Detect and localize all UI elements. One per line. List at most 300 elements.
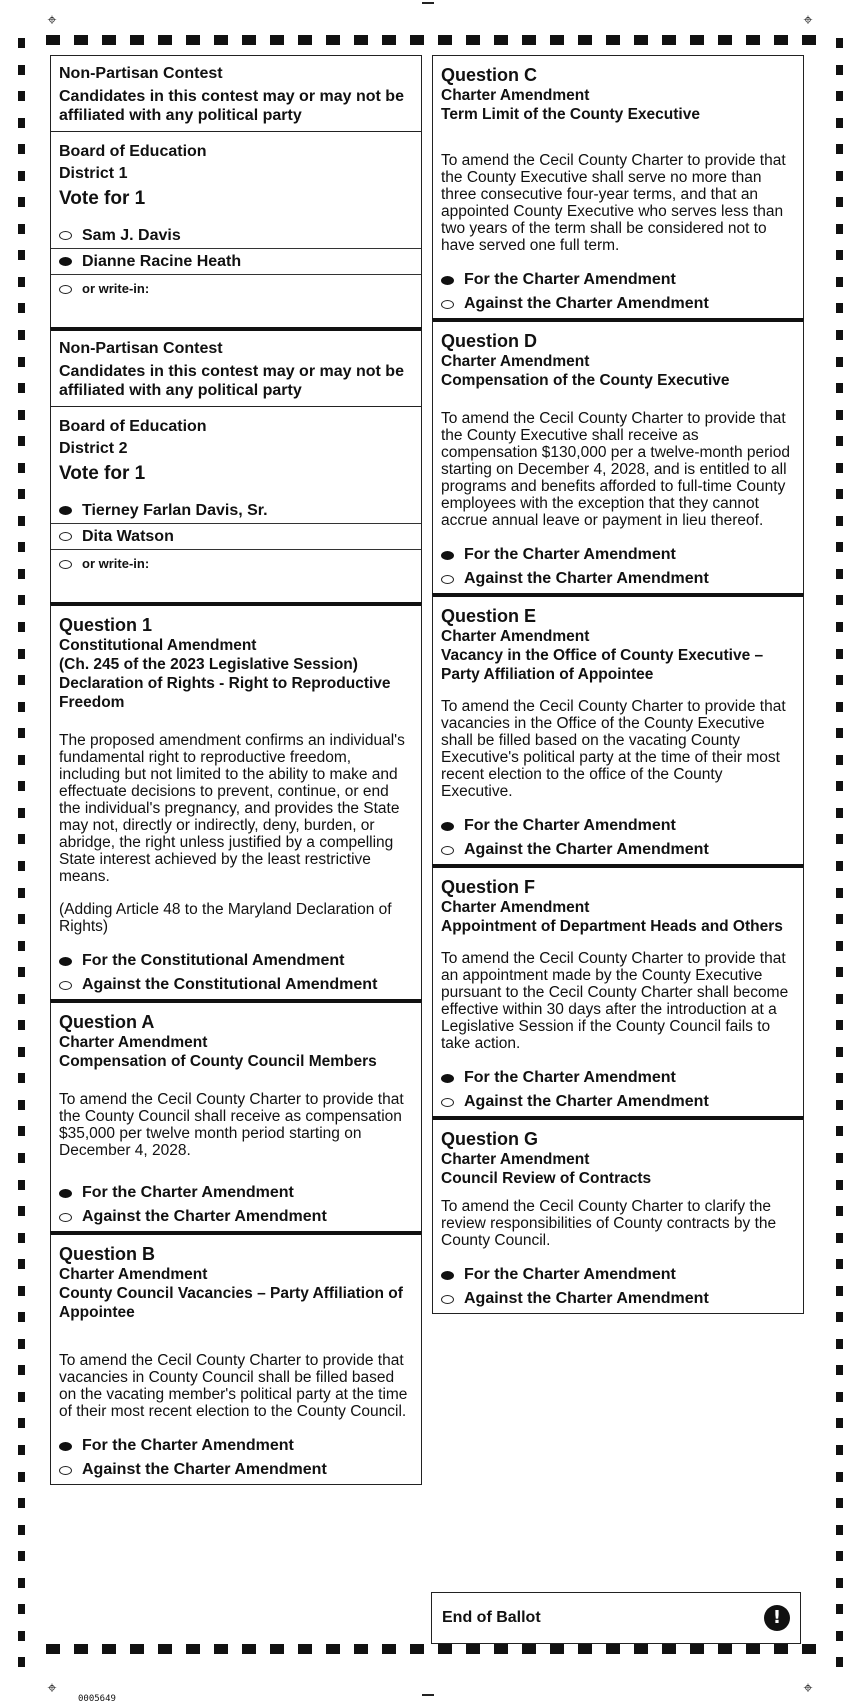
choice-label: For the Charter Amendment — [464, 1069, 676, 1086]
timing-mark — [130, 1644, 144, 1654]
question-title: Question F — [441, 877, 535, 897]
timing-mark — [18, 834, 25, 844]
timing-mark — [836, 38, 843, 48]
timing-mark — [836, 1498, 843, 1508]
question-text: To amend the Cecil County Charter to provide that vacancies in the Office of the County Executive shall be filled based on the vacating County Executive's political party at the time of their most recent election to the office of the County Executive. — [441, 698, 786, 800]
timing-mark — [18, 861, 25, 871]
timing-marks-top — [46, 35, 816, 45]
choice-label: For the Charter Amendment — [82, 1437, 294, 1454]
timing-mark — [18, 38, 25, 48]
timing-mark — [354, 35, 368, 45]
filled-oval-icon[interactable] — [59, 257, 72, 266]
timing-mark — [102, 35, 116, 45]
timing-mark — [836, 1472, 843, 1482]
timing-mark — [242, 1644, 256, 1654]
timing-mark — [836, 1206, 843, 1216]
timing-mark — [18, 1445, 25, 1455]
timing-mark — [836, 649, 843, 659]
timing-mark — [836, 65, 843, 75]
registration-crosshair-icon: ⌖ — [803, 10, 813, 29]
timing-mark — [74, 1644, 88, 1654]
question-c — [432, 55, 804, 318]
contest-type: Non-Partisan Contest — [59, 65, 223, 82]
question-subject: Council Review of Contracts — [441, 1170, 652, 1187]
timing-mark — [836, 595, 843, 605]
timing-mark — [836, 1153, 843, 1163]
timing-mark — [18, 1233, 25, 1243]
choice-for[interactable] — [441, 1066, 795, 1090]
timing-mark — [836, 728, 843, 738]
filled-oval-icon[interactable] — [441, 551, 454, 560]
question-title: Question A — [59, 1012, 155, 1032]
timing-mark — [18, 65, 25, 75]
office-title: Board of Education — [59, 143, 207, 160]
timing-mark — [326, 1644, 340, 1654]
choice-against[interactable] — [441, 1090, 795, 1114]
question-note: (Adding Article 48 to the Maryland Declaration of Rights) — [59, 901, 392, 935]
timing-mark — [634, 1644, 648, 1654]
question-text: To amend the Cecil County Charter to provide that the County Council shall receive as compensation $35,000 per twelve month period starting on December 4, 2028. — [59, 1091, 404, 1159]
timing-mark — [606, 1644, 620, 1654]
oval-icon[interactable] — [59, 285, 72, 294]
filled-oval-icon[interactable] — [441, 1074, 454, 1083]
timing-mark — [438, 1644, 452, 1654]
timing-mark — [438, 35, 452, 45]
center-tick — [422, 2, 434, 4]
contest-board-of-education-district-2 — [50, 327, 422, 602]
timing-mark — [18, 1286, 25, 1296]
timing-mark — [550, 35, 564, 45]
choice-for[interactable] — [441, 1263, 795, 1287]
timing-mark — [836, 463, 843, 473]
timing-mark — [836, 941, 843, 951]
timing-mark — [836, 569, 843, 579]
oval-icon[interactable] — [59, 231, 72, 240]
timing-mark — [836, 1604, 843, 1614]
registration-crosshair-icon: ⌖ — [803, 1678, 813, 1697]
center-tick — [422, 1694, 434, 1696]
question-1 — [50, 602, 422, 999]
question-d — [432, 318, 804, 593]
question-g — [432, 1116, 804, 1314]
timing-mark — [18, 569, 25, 579]
timing-mark — [18, 1206, 25, 1216]
timing-mark — [578, 1644, 592, 1654]
question-f — [432, 864, 804, 1116]
choice-against[interactable] — [441, 292, 795, 316]
timing-mark — [836, 1286, 843, 1296]
timing-mark — [18, 436, 25, 446]
timing-mark — [18, 144, 25, 154]
timing-mark — [836, 1100, 843, 1110]
timing-mark — [18, 622, 25, 632]
timing-marks-left — [18, 38, 25, 1668]
timing-mark — [18, 1020, 25, 1030]
question-session: (Ch. 245 of the 2023 Legislative Session) — [59, 656, 358, 673]
timing-mark — [214, 1644, 228, 1654]
timing-mark — [836, 1180, 843, 1190]
ballot-id: 0005649 — [78, 1694, 116, 1704]
oval-icon[interactable] — [59, 981, 72, 990]
end-of-ballot-label: End of Ballot — [442, 1609, 541, 1626]
choice-against[interactable] — [59, 1205, 413, 1229]
question-subject: Vacancy in the Office of County Executive – Party Affiliation of Appointee — [441, 647, 764, 683]
candidate-option[interactable] — [51, 223, 421, 248]
timing-mark — [836, 755, 843, 765]
timing-mark — [836, 197, 843, 207]
timing-mark — [836, 383, 843, 393]
timing-mark — [578, 35, 592, 45]
filled-oval-icon[interactable] — [441, 1271, 454, 1280]
timing-mark — [18, 1578, 25, 1588]
timing-mark — [836, 277, 843, 287]
timing-mark — [18, 755, 25, 765]
choice-for[interactable] — [59, 949, 413, 973]
timing-mark — [18, 994, 25, 1004]
timing-mark — [18, 781, 25, 791]
registration-crosshair-icon: ⌖ — [47, 10, 57, 29]
choice-for[interactable] — [441, 814, 795, 838]
oval-icon[interactable] — [441, 1098, 454, 1107]
timing-mark — [18, 1472, 25, 1482]
timing-mark — [774, 1644, 788, 1654]
question-title: Question D — [441, 331, 538, 351]
choice-label: Against the Charter Amendment — [464, 841, 709, 858]
timing-mark — [18, 914, 25, 924]
timing-mark — [836, 861, 843, 871]
timing-mark — [836, 702, 843, 712]
timing-mark — [746, 1644, 760, 1654]
timing-mark — [18, 250, 25, 260]
timing-mark — [836, 967, 843, 977]
timing-mark — [18, 463, 25, 473]
exclamation-icon: ! — [764, 1605, 790, 1631]
timing-mark — [836, 171, 843, 181]
vote-for-label: Vote for 1 — [59, 463, 146, 484]
timing-mark — [662, 35, 676, 45]
timing-mark — [18, 224, 25, 234]
timing-mark — [18, 91, 25, 101]
timing-mark — [836, 118, 843, 128]
write-in-label: or write-in: — [82, 281, 150, 296]
timing-marks-right — [836, 38, 843, 1668]
timing-mark — [298, 35, 312, 45]
timing-mark — [410, 1644, 424, 1654]
timing-mark — [270, 35, 284, 45]
timing-mark — [18, 1604, 25, 1614]
question-title: Question E — [441, 606, 537, 626]
choice-label: Against the Charter Amendment — [464, 570, 709, 587]
timing-mark — [746, 35, 760, 45]
timing-mark — [214, 35, 228, 45]
question-subject: Appointment of Department Heads and Others — [441, 918, 783, 935]
question-type: Constitutional Amendment — [59, 637, 257, 654]
right-column — [432, 55, 804, 1314]
timing-mark — [836, 1525, 843, 1535]
timing-mark — [836, 808, 843, 818]
candidate-option[interactable] — [51, 523, 421, 549]
timing-mark — [836, 1418, 843, 1428]
timing-mark — [18, 967, 25, 977]
timing-mark — [158, 1644, 172, 1654]
timing-mark — [836, 781, 843, 791]
question-text: To amend the Cecil County Charter to provide that vacancies in County Council shall be filled based on the vacating member's political party at the time of their most recent election to the County Council. — [59, 1352, 408, 1420]
timing-mark — [242, 35, 256, 45]
timing-mark — [298, 1644, 312, 1654]
timing-mark — [836, 436, 843, 446]
timing-mark — [18, 649, 25, 659]
timing-mark — [18, 330, 25, 340]
vote-for-label: Vote for 1 — [59, 188, 146, 209]
choice-against[interactable] — [59, 1458, 413, 1482]
question-e — [432, 593, 804, 864]
timing-mark — [494, 1644, 508, 1654]
district-label: District 1 — [59, 165, 128, 182]
choice-label: Against the Constitutional Amendment — [82, 976, 378, 993]
filled-oval-icon[interactable] — [59, 1189, 72, 1198]
timing-mark — [494, 35, 508, 45]
timing-mark — [466, 1644, 480, 1654]
timing-mark — [836, 1657, 843, 1667]
question-text: To amend the Cecil County Charter to provide that an appointment made by the County Executive pursuant to the Cecil County Charter shall become effective within 30 days after the introduction at a Legislative Session if the County Council fails to take action. — [441, 950, 789, 1052]
oval-icon[interactable] — [441, 575, 454, 584]
timing-mark — [18, 675, 25, 685]
timing-mark — [18, 357, 25, 367]
timing-mark — [18, 808, 25, 818]
question-type: Charter Amendment — [59, 1034, 208, 1051]
timing-mark — [836, 994, 843, 1004]
timing-mark — [186, 35, 200, 45]
timing-mark — [836, 1365, 843, 1375]
timing-mark — [46, 35, 60, 45]
office-block — [51, 406, 421, 494]
timing-mark — [410, 35, 424, 45]
question-subject: County Council Vacancies – Party Affiliation of Appointee — [59, 1285, 403, 1321]
choice-label: For the Constitutional Amendment — [82, 952, 345, 969]
timing-mark — [18, 1312, 25, 1322]
choice-label: For the Charter Amendment — [464, 271, 676, 288]
timing-mark — [836, 542, 843, 552]
timing-mark — [18, 1100, 25, 1110]
candidate-name: Dita Watson — [82, 527, 174, 545]
timing-mark — [836, 1312, 843, 1322]
timing-mark — [836, 1339, 843, 1349]
choice-label: For the Charter Amendment — [464, 817, 676, 834]
contest-header — [51, 56, 421, 131]
timing-mark — [718, 35, 732, 45]
choice-label: For the Charter Amendment — [464, 546, 676, 563]
oval-icon[interactable] — [59, 560, 72, 569]
timing-mark — [836, 1126, 843, 1136]
question-subject: Term Limit of the County Executive — [441, 106, 700, 123]
question-text: To amend the Cecil County Charter to provide that the County Executive shall receive as compensation $130,000 per a twelve-month period starting on December 4, 2028, and is entitled to all programs and benefits afforded to full-time County employees with the exception that they cannot accrue annual leave or payment in lieu thereof. — [441, 410, 790, 529]
choice-against[interactable] — [441, 1287, 795, 1311]
timing-mark — [466, 35, 480, 45]
question-title: Question C — [441, 65, 538, 85]
office-block — [51, 131, 421, 219]
timing-mark — [606, 35, 620, 45]
timing-mark — [836, 410, 843, 420]
filled-oval-icon[interactable] — [59, 506, 72, 515]
timing-mark — [836, 1259, 843, 1269]
timing-mark — [18, 1259, 25, 1269]
choice-against[interactable] — [441, 838, 795, 862]
timing-mark — [326, 35, 340, 45]
candidate-name: Dianne Racine Heath — [82, 252, 242, 270]
timing-mark — [836, 303, 843, 313]
timing-mark — [18, 1047, 25, 1057]
question-type: Charter Amendment — [59, 1266, 208, 1283]
timing-mark — [718, 1644, 732, 1654]
candidate-option[interactable] — [51, 498, 421, 523]
timing-mark — [836, 675, 843, 685]
timing-mark — [18, 1498, 25, 1508]
timing-mark — [18, 303, 25, 313]
timing-mark — [18, 1073, 25, 1083]
timing-mark — [18, 277, 25, 287]
contest-notice: Candidates in this contest may or may not be affiliated with any political party — [59, 88, 404, 124]
timing-marks-bottom — [46, 1644, 816, 1654]
timing-mark — [18, 1551, 25, 1561]
timing-mark — [690, 1644, 704, 1654]
timing-mark — [836, 1047, 843, 1057]
timing-mark — [836, 91, 843, 101]
timing-mark — [18, 410, 25, 420]
oval-icon[interactable] — [59, 532, 72, 541]
timing-mark — [158, 35, 172, 45]
timing-mark — [18, 1631, 25, 1641]
timing-mark — [382, 35, 396, 45]
timing-mark — [102, 1644, 116, 1654]
timing-mark — [130, 35, 144, 45]
timing-mark — [836, 834, 843, 844]
timing-mark — [18, 1180, 25, 1190]
question-type: Charter Amendment — [441, 87, 590, 104]
timing-mark — [18, 118, 25, 128]
timing-mark — [550, 1644, 564, 1654]
filled-oval-icon[interactable] — [441, 276, 454, 285]
timing-mark — [382, 1644, 396, 1654]
write-in-option[interactable] — [51, 274, 421, 327]
timing-mark — [18, 1365, 25, 1375]
choice-for[interactable] — [59, 1181, 413, 1205]
choice-for[interactable] — [59, 1434, 413, 1458]
left-column — [50, 55, 422, 1485]
candidate-name: Sam J. Davis — [82, 226, 181, 244]
timing-mark — [18, 542, 25, 552]
choice-label: Against the Charter Amendment — [82, 1208, 327, 1225]
oval-icon[interactable] — [441, 300, 454, 309]
question-subject: Compensation of County Council Members — [59, 1053, 377, 1070]
timing-mark — [18, 702, 25, 712]
question-text: To amend the Cecil County Charter to provide that the County Executive shall serve no more than three consecutive four-year terms, and that an appointed County Executive who serves less than two years of the term shall be considered not to have served one full term. — [441, 152, 786, 254]
timing-mark — [18, 489, 25, 499]
timing-mark — [186, 1644, 200, 1654]
timing-mark — [836, 224, 843, 234]
oval-icon[interactable] — [59, 1213, 72, 1222]
timing-mark — [774, 35, 788, 45]
timing-mark — [46, 1644, 60, 1654]
contest-header — [51, 331, 421, 406]
question-text: The proposed amendment confirms an individual's fundamental right to reproductive freedom, including but not limited to the ability to make and effectuate decisions to prevent, continue, or end the individual's pregnancy, and provides the State may not, directly or indirectly, deny, burden, or abridge, the right unless justified by a compelling State interest achieved by the least restrictive means. — [59, 732, 405, 885]
office-title: Board of Education — [59, 418, 207, 435]
timing-mark — [18, 1657, 25, 1667]
timing-mark — [836, 489, 843, 499]
timing-mark — [836, 1020, 843, 1030]
question-title: Question B — [59, 1244, 156, 1264]
write-in-option[interactable] — [51, 549, 421, 602]
choice-label: Against the Charter Amendment — [464, 1290, 709, 1307]
question-subject: Declaration of Rights - Right to Reproductive Freedom — [59, 675, 391, 711]
choice-against[interactable] — [59, 973, 413, 997]
choice-against[interactable] — [441, 567, 795, 591]
timing-mark — [18, 1418, 25, 1428]
question-type: Charter Amendment — [441, 899, 590, 916]
timing-mark — [18, 1339, 25, 1349]
oval-icon[interactable] — [441, 846, 454, 855]
timing-mark — [836, 1073, 843, 1083]
end-of-ballot — [431, 1592, 801, 1644]
write-in-label: or write-in: — [82, 556, 150, 571]
filled-oval-icon[interactable] — [59, 1442, 72, 1451]
timing-mark — [836, 330, 843, 340]
choice-label: For the Charter Amendment — [82, 1184, 294, 1201]
question-a — [50, 999, 422, 1231]
timing-mark — [836, 357, 843, 367]
candidate-option[interactable] — [51, 248, 421, 274]
oval-icon[interactable] — [59, 1466, 72, 1475]
question-b — [50, 1231, 422, 1485]
timing-mark — [836, 1233, 843, 1243]
timing-mark — [802, 35, 816, 45]
timing-mark — [18, 1153, 25, 1163]
question-type: Charter Amendment — [441, 1151, 590, 1168]
choice-for[interactable] — [441, 543, 795, 567]
timing-mark — [18, 197, 25, 207]
timing-mark — [836, 1631, 843, 1641]
question-type: Charter Amendment — [441, 628, 590, 645]
timing-mark — [522, 1644, 536, 1654]
oval-icon[interactable] — [441, 1295, 454, 1304]
timing-mark — [18, 171, 25, 181]
timing-mark — [18, 888, 25, 898]
registration-crosshair-icon: ⌖ — [47, 1678, 57, 1697]
filled-oval-icon[interactable] — [441, 822, 454, 831]
timing-mark — [836, 1392, 843, 1402]
timing-mark — [836, 622, 843, 632]
contest-type: Non-Partisan Contest — [59, 340, 223, 357]
filled-oval-icon[interactable] — [59, 957, 72, 966]
choice-label: For the Charter Amendment — [464, 1266, 676, 1283]
timing-mark — [836, 250, 843, 260]
question-title: Question G — [441, 1129, 539, 1149]
district-label: District 2 — [59, 440, 128, 457]
timing-mark — [836, 1445, 843, 1455]
timing-mark — [354, 1644, 368, 1654]
choice-label: Against the Charter Amendment — [82, 1461, 327, 1478]
timing-mark — [802, 1644, 816, 1654]
timing-mark — [836, 888, 843, 898]
choice-for[interactable] — [441, 268, 795, 292]
timing-mark — [690, 35, 704, 45]
timing-mark — [836, 516, 843, 526]
timing-mark — [522, 35, 536, 45]
timing-mark — [18, 1525, 25, 1535]
timing-mark — [74, 35, 88, 45]
timing-mark — [634, 35, 648, 45]
timing-mark — [270, 1644, 284, 1654]
candidate-name: Tierney Farlan Davis, Sr. — [82, 501, 268, 519]
